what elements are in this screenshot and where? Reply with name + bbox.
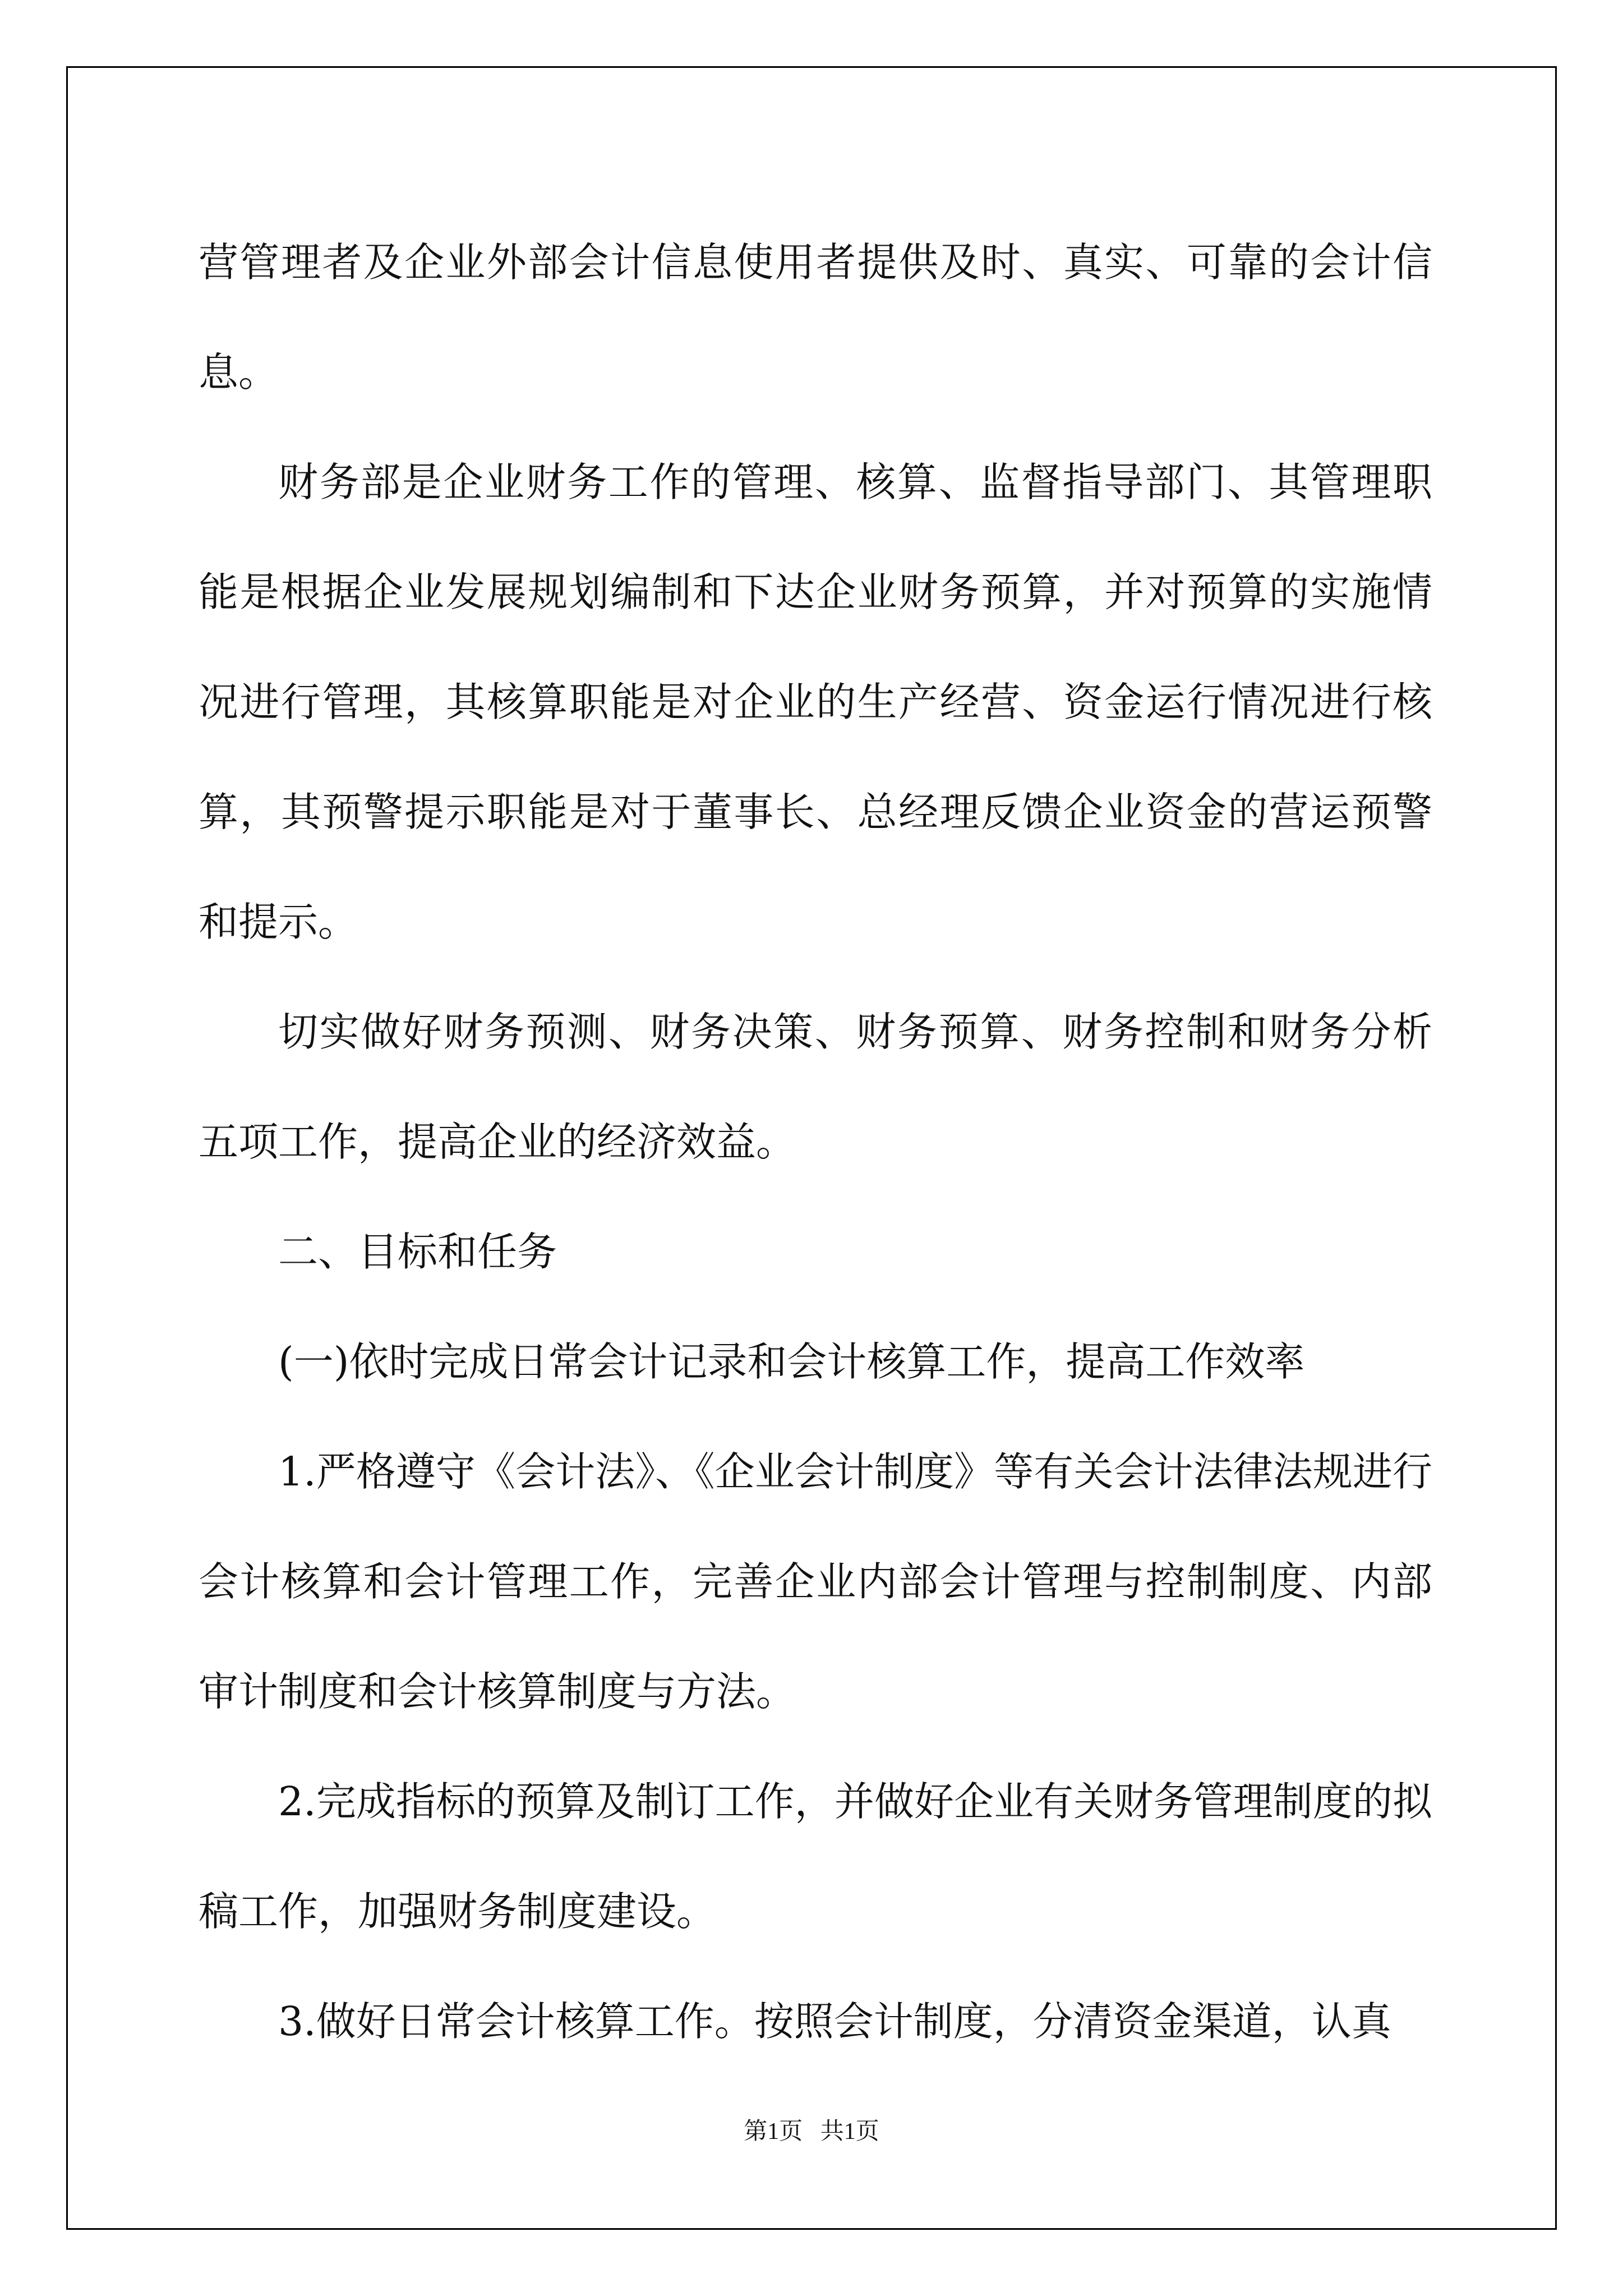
page-number: 第1页 [744, 2119, 803, 2145]
document-body [199, 208, 1432, 2077]
subsection-heading: (一)依时完成日常会计记录和会计核算工作，提高工作效率 [278, 1338, 1305, 1385]
page-footer [0, 2113, 1623, 2146]
paragraph-3: 切实做好财务预测、财务决策、财务预算、财务控制和财务分析五项工作，提高企业的经济效益。 [199, 1009, 1432, 1165]
paragraph-1: 营管理者及企业外部会计信息使用者提供及时、真实、可靠的会计信息。 [199, 239, 1432, 395]
list-item-1: 1.严格遵守《会计法》、《企业会计制度》等有关会计法律法规进行会计核算和会计管理工作，完善企业内部会计管理与控制制度、内部审计制度和会计核算制度与方法。 [199, 1448, 1432, 1715]
list-item-2: 2.完成指标的预算及制订工作，并做好企业有关财务管理制度的拟稿工作，加强财务制度建设。 [199, 1778, 1432, 1935]
section-heading: 二、目标和任务 [278, 1228, 557, 1275]
page-total: 共1页 [820, 2119, 879, 2145]
list-item-3: 3.做好日常会计核算工作。按照会计制度，分清资金渠道，认真 [278, 1998, 1391, 2045]
paragraph-2: 财务部是企业财务工作的管理、核算、监督指导部门、其管理职能是根据企业发展规划编制和下达企业财务预算，并对预算的实施情况进行管理，其核算职能是对企业的生产经营、资金运行情况进行核算，其预警提示职能是对于董事长、总经理反馈企业资金的营运预警和提示。 [199, 459, 1432, 945]
